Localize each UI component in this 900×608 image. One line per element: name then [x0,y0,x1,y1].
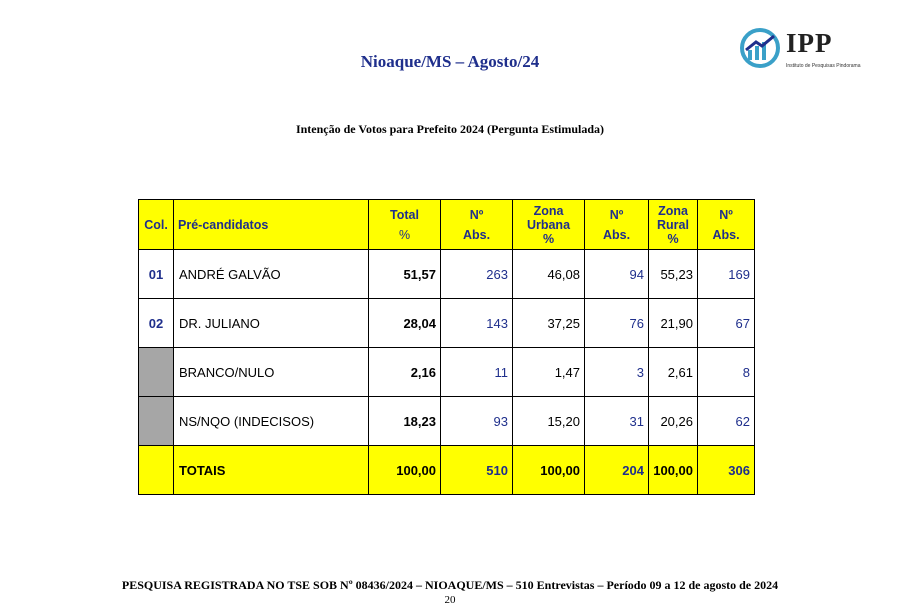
header-abs-urbana: Nº Abs. [585,200,649,250]
totals-urbana: 100,00 [513,446,585,495]
rural-percent: 55,23 [649,250,698,299]
totals-col [139,446,174,495]
total-percent: 28,04 [369,299,441,348]
totals-rural-abs: 306 [698,446,755,495]
row-col-blank [139,397,174,446]
rural-percent: 21,90 [649,299,698,348]
total-abs: 263 [441,250,513,299]
results-table [138,199,755,495]
header-candidate: Pré-candidatos [174,200,369,250]
candidate-name: BRANCO/NULO [174,348,369,397]
candidate-name: DR. JULIANO [174,299,369,348]
rural-abs: 169 [698,250,755,299]
urbana-percent: 46,08 [513,250,585,299]
table-row [139,348,755,397]
urbana-abs: 94 [585,250,649,299]
page-title: Nioaque/MS – Agosto/24 [360,52,540,71]
candidate-name: ANDRÉ GALVÃO [174,250,369,299]
footer-registration: PESQUISA REGISTRADA NO TSE SOB Nº 08436/2024 – NIOAQUE/MS – 510 Entrevistas – Período 09 a 12 de agosto de 2024 [121,578,779,592]
row-col: 01 [139,250,174,299]
total-percent: 2,16 [369,348,441,397]
total-abs: 11 [441,348,513,397]
totals-rural: 100,00 [649,446,698,495]
totals-label: TOTAIS [174,446,369,495]
header-zona-urbana: Zona Urbana % [513,200,585,250]
total-abs: 93 [441,397,513,446]
table-row [139,299,755,348]
totals-row [139,446,755,495]
candidate-name: NS/NQO (INDECISOS) [174,397,369,446]
urbana-abs: 31 [585,397,649,446]
rural-abs: 8 [698,348,755,397]
urbana-percent: 37,25 [513,299,585,348]
totals-total: 100,00 [369,446,441,495]
logo-subtitle: Instituto de Pesquisas Pindorama [786,63,861,69]
totals-urbana-abs: 204 [585,446,649,495]
header-abs-total: Nº Abs. [441,200,513,250]
urbana-abs: 3 [585,348,649,397]
header-col: Col. [139,200,174,250]
table-subtitle: Intenção de Votos para Prefeito 2024 (Pergunta Estimulada) [295,122,605,136]
table-row [139,250,755,299]
rural-percent: 20,26 [649,397,698,446]
rural-percent: 2,61 [649,348,698,397]
ipp-logo [738,26,888,74]
urbana-abs: 76 [585,299,649,348]
table-row [139,397,755,446]
total-abs: 143 [441,299,513,348]
row-col-blank [139,348,174,397]
chart-growth-icon [738,28,784,68]
totals-abs: 510 [441,446,513,495]
urbana-percent: 1,47 [513,348,585,397]
total-percent: 18,23 [369,397,441,446]
row-col: 02 [139,299,174,348]
header-zona-rural: Zona Rural % [649,200,698,250]
logo-text: IPP [786,28,833,58]
rural-abs: 62 [698,397,755,446]
page-number: 20 [444,594,456,606]
urbana-percent: 15,20 [513,397,585,446]
rural-abs: 67 [698,299,755,348]
table-header-row [139,200,755,250]
header-abs-rural: Nº Abs. [698,200,755,250]
header-total: Total % [369,200,441,250]
total-percent: 51,57 [369,250,441,299]
